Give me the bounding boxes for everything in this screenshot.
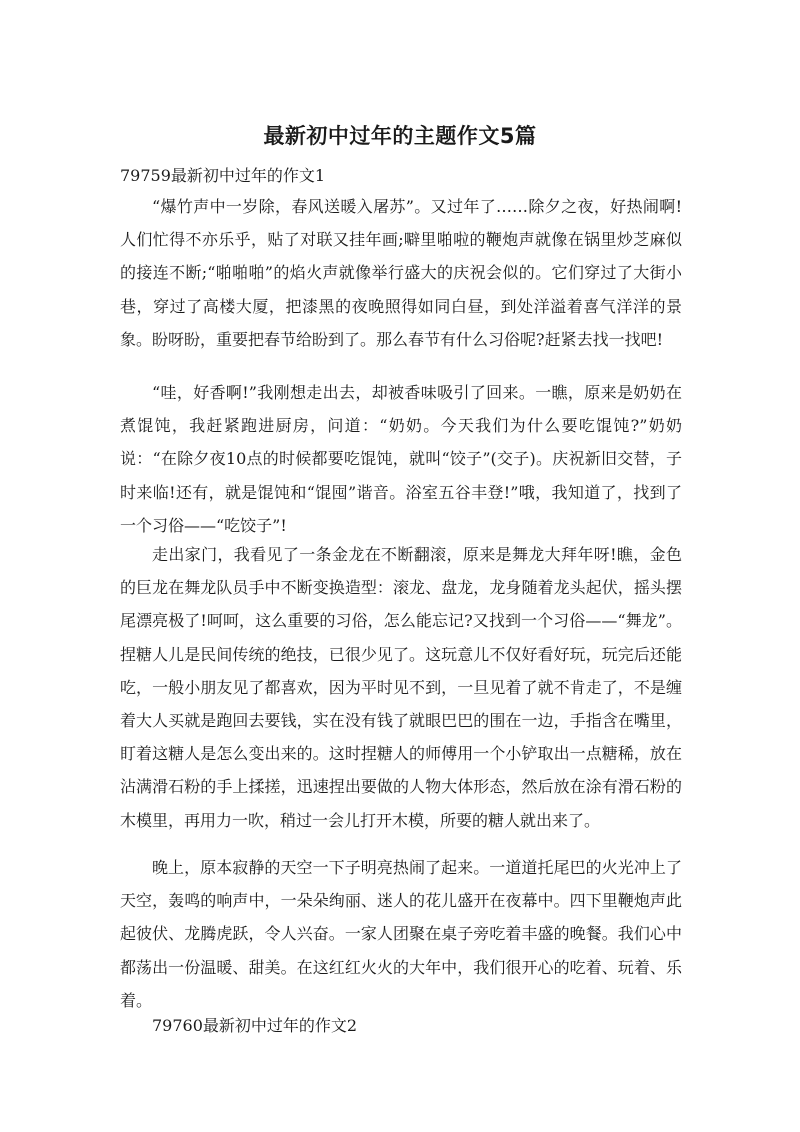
paragraph-4: 晚上，原本寂静的天空一下子明亮热闹了起来。一道道托尾巴的火光冲上了天空，轰鸣的响声中，一朵朵绚丽、迷人的花儿盛开在夜幕中。四下里鞭炮声此起彼伏、龙腾虎跃，令人兴奋。一家人团聚在桌子旁吃着丰盛的晚餐。我们心中都荡出一份温暖、甜美。在这红红火火的大年中，我们很开心的吃着、玩着、乐着。 [120,858,682,1010]
paragraph-3: 走出家门，我看见了一条金龙在不断翻滚，原来是舞龙大拜年呀!瞧，金色的巨龙在舞龙队员手中不断变换造型：滚龙、盘龙，龙身随着龙头起伏，摇头摆尾漂亮极了!呵呵，这么重要的习俗，怎么能忘记?又找到一个习俗——“舞龙”。捏糖人儿是民间传统的绝技，已很少见了。这玩意儿不仅好看好玩，玩完后还能吃，一般小朋友见了都喜欢，因为平时见不到，一旦见着了就不肯走了，不是缠着大人买就是跑回去要钱，实在没有钱了就眼巴巴的围在一边，手指含在嘴里，盯着这糖人是怎么变出来的。这时捏糖人的师傅用一个小铲取出一点糖稀，放在沾满滑石粉的手上揉搓，迅速捏出要做的人物大体形态，然后放在涂有滑石粉的木模里，再用力一吹，稍过一会儿打开木模，所要的糖人就出来了。 [120,545,682,830]
section-heading-1: 79759最新初中过年的作文1 [120,166,326,185]
paragraph-2: “哇，好香啊!”我刚想走出去，却被香味吸引了回来。一瞧，原来是奶奶在煮馄饨，我赶紧跑进厨房，问道：“奶奶。今天我们为什么要吃馄饨?”奶奶说：“在除夕夜10点的时候都要吃馄饨，就叫“饺子”(交子)。庆祝新旧交替，子时来临!还有，就是馄饨和“馄囤”谐音。浴室五谷丰登!”哦，我知道了，找到了一个习俗——“吃饺子”! [120,383,682,535]
section-heading-2: 79760最新初中过年的作文2 [152,1016,358,1035]
paragraph-1: “爆竹声中一岁除，春风送暖入屠苏”。又过年了……除夕之夜，好热闹啊!人们忙得不亦乐乎，贴了对联又挂年画;噼里啪啦的鞭炮声就像在锅里炒芝麻似的接连不断;“啪啪啪”的焰火声就像举行盛大的庆祝会似的。它们穿过了大街小巷，穿过了高楼大厦，把漆黑的夜晚照得如同白昼，到处洋溢着喜气洋洋的景象。盼呀盼，重要把春节给盼到了。那么春节有什么习俗呢?赶紧去找一找吧! [120,197,682,349]
document-title: 最新初中过年的主题作文5篇 [263,124,537,148]
